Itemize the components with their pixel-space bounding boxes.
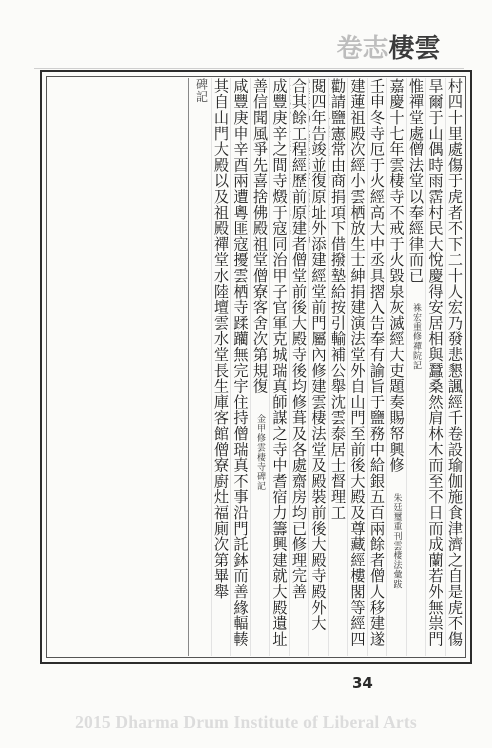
column-note: 祩宏重修禪院記 bbox=[411, 303, 421, 371]
column-text: 閱四年告竣並復原址外添建經堂前門屬內修建雲棲法堂及殿裝前後大殿寺殿外大 bbox=[309, 78, 328, 631]
text-column bbox=[269, 78, 289, 656]
text-column bbox=[425, 78, 445, 656]
column-text: 善信聞風爭先喜捨佛殿祖堂僧寮客舍次第規復 bbox=[251, 78, 269, 394]
column-annotation bbox=[289, 78, 290, 234]
column-text: 建蓮祖殿次經小雲栖放生士紳捐建演法堂外自山門至前後大殿及尊藏經樓閣等經四 bbox=[348, 78, 367, 647]
column-text: 其自山門大殿以及祖殿禪堂水陸壇雲水堂長生庫客館僧寮廚灶福廁次第畢舉 bbox=[212, 78, 230, 600]
running-title-ghost: 志卷 bbox=[332, 34, 388, 62]
annotation-line: 建殿自嘉慶壬申年始 bbox=[308, 160, 310, 244]
text-column bbox=[211, 78, 231, 656]
text-column bbox=[406, 78, 426, 656]
column-text: 旱爾于山偶時雨霑村民大悅慶得安居相與蠶桑然肩林木而至不日而成蘭若外無祟門 bbox=[426, 78, 445, 647]
column-text: 村四十里處傷于虎者不下二十人宏乃發悲懇諷經千卷設瑜伽施食津濟之自是虎不傷 bbox=[446, 78, 464, 647]
column-text: 成豐庚辛之間寺燬于寇同治甲子官軍克城瑞真師謀之寺中耆宿力籌興建就大殿遺址 bbox=[270, 78, 289, 647]
annotation-line: 至道光元年止報竣 bbox=[288, 78, 291, 152]
text-column bbox=[289, 78, 309, 656]
text-column bbox=[347, 78, 367, 656]
page-header bbox=[34, 10, 464, 69]
text-frame bbox=[40, 70, 472, 664]
annotation-line: 寺修葺一切工程俱全 bbox=[308, 78, 310, 161]
running-title-text: 雲棲 bbox=[384, 34, 440, 62]
running-title bbox=[334, 34, 438, 68]
column-text: 壬申冬寺厄于火經高大中丞具摺入告奉有諭旨于鹽務中給銀五百兩餘者僧人移建遂 bbox=[368, 78, 386, 647]
page-number: 34 bbox=[352, 674, 373, 692]
text-column bbox=[445, 78, 465, 656]
column-note: 金甲修雲棲寺碑記 bbox=[255, 414, 265, 491]
text-columns bbox=[48, 78, 464, 656]
column-text: 合其餘工程經歷前原建者僧堂前後大殿寺後均修葺及各處齋房均已修理完善 bbox=[290, 78, 308, 600]
text-column bbox=[386, 78, 406, 656]
text-column bbox=[250, 78, 270, 656]
text-column bbox=[328, 78, 348, 656]
watermark: 2015 Dharma Drum Institute of Liberal Arts bbox=[75, 712, 417, 732]
annotation-line: 自嘉慶十七年六月起 bbox=[288, 151, 291, 235]
column-text: 勸請鹽憲常由商捐項下借撥墊給按引輸補公舉沈雲泰居士督理工 bbox=[329, 78, 347, 521]
text-column bbox=[308, 78, 328, 656]
column-text: 嘉慶十七年雲棲寺不戒于火毀泉灰滅經大吏題奏賜帑興修 bbox=[387, 78, 406, 473]
column-note: 朱廷璽重刊雲棲法彙跋 bbox=[391, 493, 402, 589]
text-column bbox=[367, 78, 387, 656]
annotation-line: 工癸酉五月十二日 bbox=[327, 142, 330, 217]
column-text: 惟禪堂處僧法堂以奉經律而已 bbox=[407, 78, 425, 284]
column-annotation bbox=[308, 78, 309, 244]
column-annotation bbox=[328, 78, 329, 216]
section-label: 碑記 bbox=[188, 78, 211, 656]
text-column bbox=[230, 78, 250, 656]
column-text: 咸豐庚申辛酉兩遭粵匪寇擾雲栖寺蹂躪無完宇住持僧瑞真不事沿門託鉢而善緣輻輳 bbox=[231, 78, 250, 647]
annotation-line: 丁丑正月始竣所 bbox=[327, 78, 330, 143]
